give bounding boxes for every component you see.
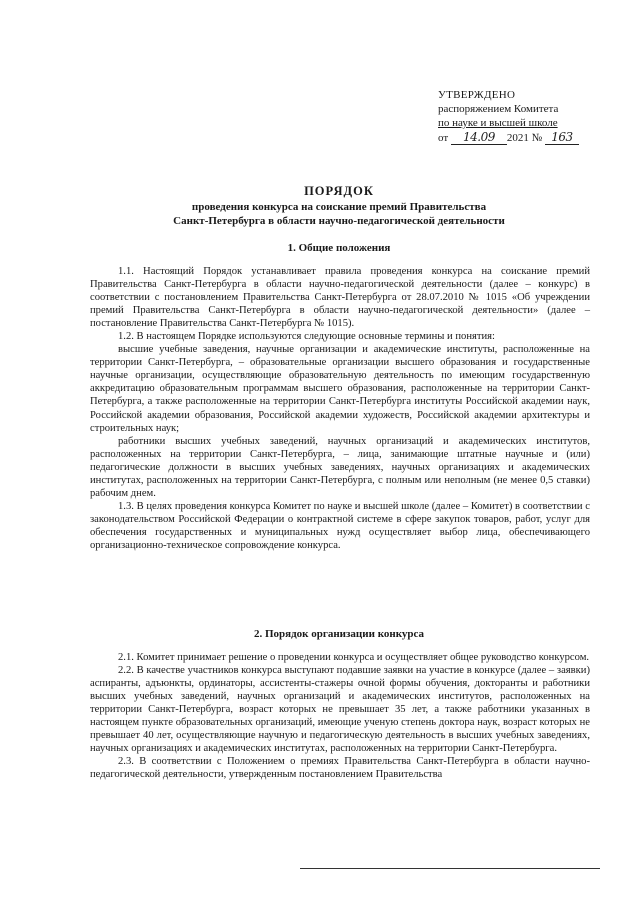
approval-number-label: № <box>531 132 543 144</box>
paragraph: 2.1. Комитет принимает решение о проведении конкурса и осуществляет общее руководство конкурсом. <box>118 652 590 663</box>
paragraph: 1.1. Настоящий Порядок устанавливает правила проведения конкурса на соискание премий Правительства Санкт-Петербурга в области научно-педагогической деятельности (далее – конкурс) в соответствии с постановлением Правительства Санкт-Петербурга от 28.07.2010 № 1015 «Об учреждении премий Правительства Санкт-Петербурга в области научно-педагогической деятельности» (далее – постановление Правительства Санкт-Петербурга № 1015). <box>90 266 590 330</box>
footer-rule <box>300 868 600 869</box>
approval-line: по науке и высшей школе <box>438 117 558 129</box>
paragraph: 1.2. В настоящем Порядке используются следующие основные термины и понятия: <box>118 331 495 343</box>
title-main: ПОРЯДОК <box>304 184 374 198</box>
paragraph: работники высших учебных заведений, научных организаций и академических институтов, расположенных на территории Санкт-Петербурга, – лица, занимающие штатные научные и (или) педагогические должности в высших учебных заведениях, научных организациях и академических институтах, расположенных на территории Санкт-Петербурга, с полным или неполным (не менее 0,5 ставки) рабочим днем. <box>90 435 590 499</box>
approval-stamp <box>438 88 608 145</box>
approval-date-prefix: от <box>438 132 449 144</box>
approval-date-line <box>438 130 608 145</box>
paragraph: 1.3. В целях проведения конкурса Комитет по науке и высшей школе (далее – Комитет) в соответствии с законодательством Российской Федерации о контрактной системе в сфере закупок товаров, работ, услуг для обеспечения государственных и муниципальных нужд осуществляет выбор лица, обеспечивающего организационно-техническое сопровождение конкурса. <box>90 500 590 551</box>
approval-year: 2021 <box>506 132 529 144</box>
paragraph: высшие учебные заведения, научные организации и академические институты, расположенные на территории Санкт-Петербурга, – образовательные организации высшего образования и государственные научные организации, осуществляющие образовательную деятельность по имеющим государственную аккредитацию образовательным программам высшего образования, расположенные на территории Санкт-Петербурга, а также расположенные на территории Санкт-Петербурга институты Российской академии наук, Российской академии образования, Российской академии художеств, Российской академии архитектуры и строительных наук; <box>90 344 590 434</box>
paragraph: 2.3. В соответствии с Положением о премиях Правительства Санкт-Петербурга в области научно-педагогической деятельности, утвержденным постановлением Правительства <box>90 756 590 781</box>
section-title: 2. Порядок организации конкурса <box>253 628 425 640</box>
handwritten-date: 14.09 <box>451 130 507 145</box>
document-title <box>90 184 588 228</box>
paragraph: 2.2. В качестве участников конкурса выступают подавшие заявки на участие в конкурсе (далее – заявки) аспиранты, адъюнкты, ординаторы, ассистенты-стажеры очной формы обучения, докторанты и работники высших учебных заведений, научных организаций и академических институтов, расположенных на территории Санкт-Петербурга, возраст которых не превышает 35 лет, а также работники указанных в настоящем пункте образовательных организаций, имеющие ученую степень доктора наук, возраст которых не превышает 40 лет, осуществляющие научную и педагогическую деятельность в высших учебных заведениях, научных организациях и академических институтах, расположенных на территории Санкт-Петербурга. <box>90 665 590 755</box>
section-body <box>90 265 590 552</box>
approval-line: распоряжением Комитета <box>438 103 559 115</box>
handwritten-number: 163 <box>545 130 579 145</box>
title-line: Санкт-Петербурга в области научно-педагогической деятельности <box>173 215 505 227</box>
title-line: проведения конкурса на соискание премий Правительства <box>191 201 487 213</box>
approval-heading: УТВЕРЖДЕНО <box>438 89 516 101</box>
section-body <box>90 651 590 781</box>
section-title: 1. Общие положения <box>287 242 391 254</box>
